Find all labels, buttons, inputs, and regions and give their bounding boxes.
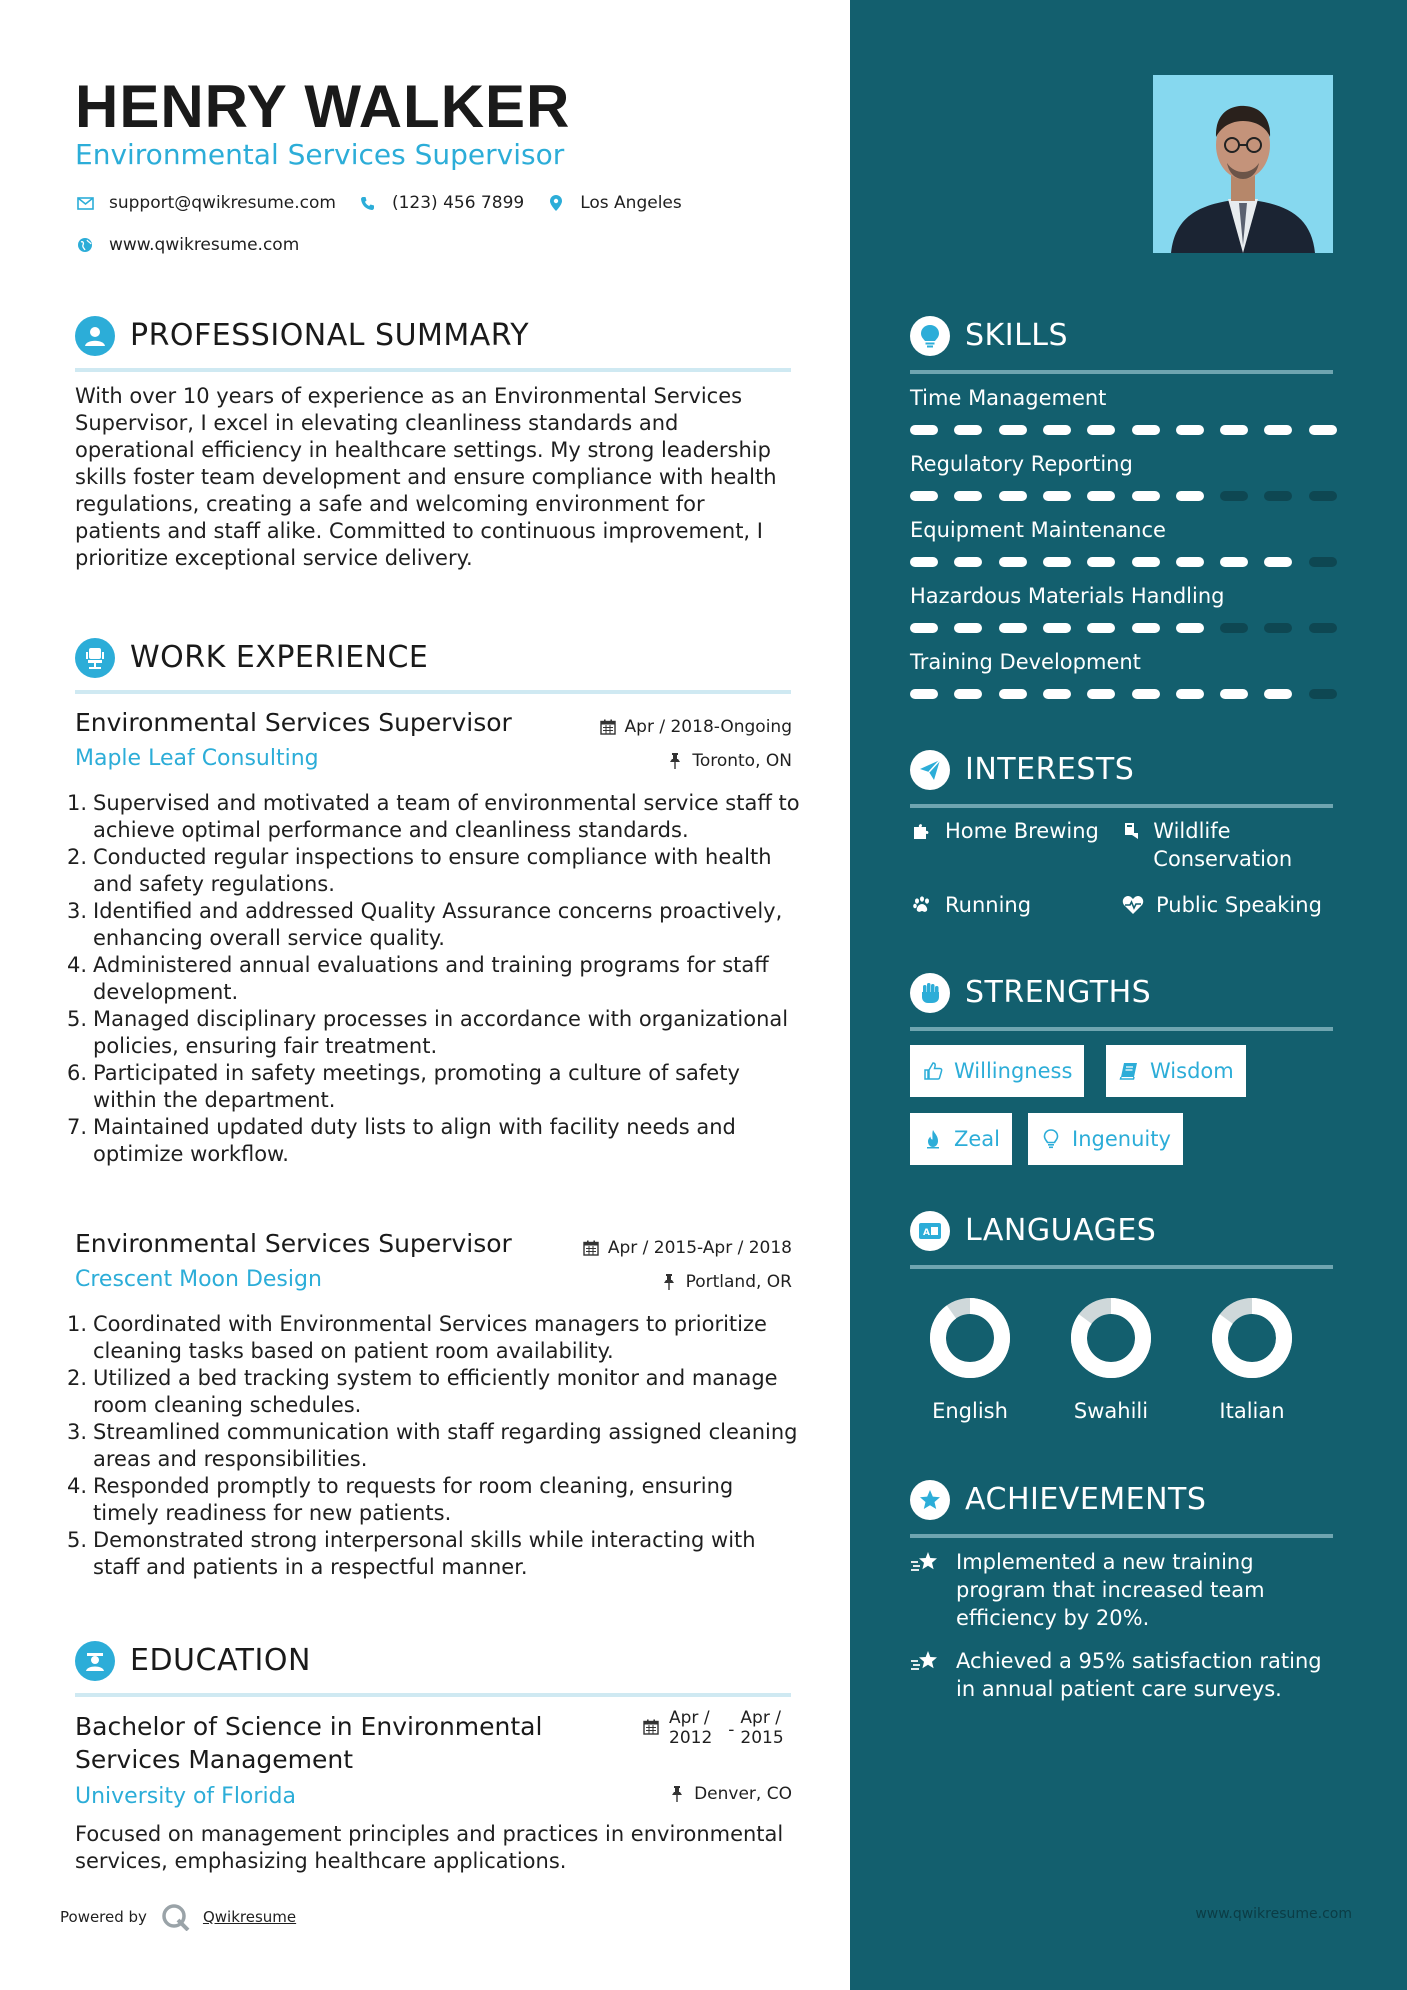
job-dates bbox=[582, 1238, 792, 1258]
list-item: 1. Coordinated with Environmental Services managers to prioritize cleaning tasks based on patient room availability. bbox=[67, 1312, 767, 1363]
skill-segment bbox=[999, 689, 1027, 699]
education-title: EDUCATION bbox=[130, 1643, 311, 1678]
list-item: 5. Demonstrated strong interpersonal skills while interacting with staff and patients in a respectful manner. bbox=[67, 1528, 756, 1579]
skill-segment bbox=[1132, 557, 1160, 567]
interest-item: Home Brewing bbox=[910, 817, 1099, 845]
calendar-icon bbox=[643, 1719, 661, 1737]
skill-segment bbox=[1220, 557, 1248, 567]
skill-segment bbox=[1087, 689, 1115, 699]
job-bullets bbox=[67, 1311, 802, 1581]
pushpin-icon bbox=[666, 752, 684, 770]
envelope-icon bbox=[75, 193, 95, 213]
skill-segment bbox=[1309, 557, 1337, 567]
skill-segment bbox=[1132, 623, 1160, 633]
education-description: Focused on management principles and practices in environmental services, emphasizing healthcare applications. bbox=[75, 1822, 784, 1873]
skill-segment bbox=[1043, 557, 1071, 567]
summary-title: PROFESSIONAL SUMMARY bbox=[130, 318, 530, 353]
candidate-name: HENRY WALKER bbox=[75, 73, 571, 140]
school-name: University of Florida bbox=[75, 1784, 296, 1809]
puzzle-icon bbox=[910, 819, 934, 843]
skill-segment bbox=[1264, 689, 1292, 699]
interests-heading bbox=[910, 750, 1333, 808]
office-chair-icon bbox=[75, 638, 115, 678]
experience-heading bbox=[75, 638, 791, 694]
svg-text:A: A bbox=[923, 1228, 930, 1238]
achievements-heading bbox=[910, 1480, 1333, 1538]
calendar-icon bbox=[582, 1239, 600, 1257]
language-name: Italian bbox=[1219, 1399, 1285, 1423]
achievement-item: Achieved a 95% satisfaction rating in annual patient care surveys. bbox=[910, 1647, 1340, 1703]
education-location bbox=[668, 1784, 792, 1804]
skill-segment bbox=[1220, 491, 1248, 501]
job-location-text: Toronto, ON bbox=[692, 751, 792, 771]
job-location bbox=[660, 1272, 792, 1292]
education-heading bbox=[75, 1641, 791, 1697]
job-location bbox=[666, 751, 792, 771]
skill-segment bbox=[1043, 425, 1071, 435]
list-item: 3. Identified and addressed Quality Assurance concerns proactively, enhancing overall service quality. bbox=[67, 899, 783, 950]
skill-segment bbox=[910, 623, 938, 633]
skill-segment bbox=[1132, 689, 1160, 699]
heartbeat-icon bbox=[1121, 893, 1145, 917]
contact-row-1 bbox=[75, 193, 704, 213]
job-company: Crescent Moon Design bbox=[75, 1267, 322, 1292]
skill-segment bbox=[1176, 623, 1204, 633]
job-title: Environmental Services Supervisor bbox=[75, 1229, 512, 1258]
skill-segment bbox=[1220, 425, 1248, 435]
skill-segment bbox=[1220, 623, 1248, 633]
skill-bar bbox=[910, 491, 1333, 501]
interests-title: INTERESTS bbox=[965, 752, 1135, 787]
skill-segment bbox=[954, 425, 982, 435]
job-company: Maple Leaf Consulting bbox=[75, 746, 319, 771]
contact-row-2 bbox=[75, 235, 321, 255]
list-item: 4. Administered annual evaluations and training programs for staff development. bbox=[67, 953, 769, 1004]
skill-segment bbox=[910, 425, 938, 435]
list-item: 1. Supervised and motivated a team of environmental service staff to achieve optimal performance and cleanliness standards. bbox=[67, 791, 800, 842]
powered-by bbox=[60, 1903, 296, 1931]
list-item: 2. Utilized a bed tracking system to efficiently monitor and manage room cleaning schedules. bbox=[67, 1366, 778, 1417]
thumbs-up-icon bbox=[922, 1060, 944, 1082]
pushpin-icon bbox=[660, 1273, 678, 1291]
paper-plane-icon bbox=[910, 750, 950, 790]
skill-segment bbox=[954, 557, 982, 567]
skill-bar bbox=[910, 557, 1333, 567]
skill-segment bbox=[999, 425, 1027, 435]
job-bullets bbox=[67, 790, 802, 1168]
education-dates bbox=[643, 1708, 784, 1748]
end-date: Apr / 2015 bbox=[740, 1708, 784, 1748]
job-location-text: Portland, OR bbox=[685, 1272, 792, 1292]
skill-segment bbox=[1264, 491, 1292, 501]
fire-icon bbox=[922, 1128, 944, 1150]
languages-title: LANGUAGES bbox=[965, 1213, 1157, 1248]
skill-segment bbox=[1087, 491, 1115, 501]
skill-segment bbox=[954, 689, 982, 699]
skill-segment bbox=[1309, 491, 1337, 501]
skill-segment bbox=[954, 491, 982, 501]
strengths-heading bbox=[910, 973, 1333, 1031]
qwikresume-link[interactable]: Qwikresume bbox=[202, 1908, 297, 1926]
language-ring bbox=[1068, 1295, 1154, 1381]
profile-photo bbox=[1153, 75, 1333, 253]
skill-name: Equipment Maintenance bbox=[910, 518, 1166, 542]
achievements-title: ACHIEVEMENTS bbox=[965, 1482, 1207, 1517]
skill-segment bbox=[910, 491, 938, 501]
skills-heading bbox=[910, 316, 1333, 374]
job-dates bbox=[599, 717, 792, 737]
skill-segment bbox=[1132, 425, 1160, 435]
skill-bar bbox=[910, 425, 1333, 435]
book-icon bbox=[1118, 1060, 1140, 1082]
skill-name: Training Development bbox=[910, 650, 1141, 674]
start-date: Apr / 2012 bbox=[669, 1708, 713, 1748]
skill-name: Regulatory Reporting bbox=[910, 452, 1133, 476]
date-separator: - bbox=[728, 1720, 735, 1740]
achievement-item: Implemented a new training program that increased team efficiency by 20%. bbox=[910, 1548, 1340, 1632]
star-badge-icon bbox=[910, 1480, 950, 1520]
job-dates-text: Apr / 2015-Apr / 2018 bbox=[607, 1238, 792, 1258]
qwikresume-logo-icon bbox=[161, 1903, 191, 1931]
powered-by-label: Powered by bbox=[60, 1908, 147, 1926]
skill-segment bbox=[999, 623, 1027, 633]
skill-segment bbox=[1220, 689, 1248, 699]
skills-title: SKILLS bbox=[965, 318, 1069, 353]
language-name: Swahili bbox=[1073, 1399, 1149, 1423]
dove-icon bbox=[1121, 819, 1142, 843]
skill-segment bbox=[999, 491, 1027, 501]
user-icon bbox=[75, 316, 115, 356]
list-item: 4. Responded promptly to requests for room cleaning, ensuring timely readiness for new patients. bbox=[67, 1474, 734, 1525]
skill-segment bbox=[1264, 557, 1292, 567]
skill-segment bbox=[954, 623, 982, 633]
strength-tag: Zeal bbox=[910, 1113, 1012, 1165]
candidate-title: Environmental Services Supervisor bbox=[75, 138, 565, 171]
website-text[interactable]: www.qwikresume.com bbox=[109, 235, 300, 255]
paw-icon bbox=[910, 893, 934, 917]
skill-bar bbox=[910, 623, 1333, 633]
skill-segment bbox=[999, 557, 1027, 567]
phone-icon bbox=[358, 193, 378, 213]
language-ring bbox=[927, 1295, 1013, 1381]
skill-segment bbox=[1043, 623, 1071, 633]
language-name: English bbox=[932, 1399, 1008, 1423]
footer-url[interactable]: www.qwikresume.com bbox=[1195, 1906, 1352, 1922]
list-item: 6. Participated in safety meetings, promoting a culture of safety within the department. bbox=[67, 1061, 740, 1112]
skill-name: Time Management bbox=[910, 386, 1107, 410]
fist-icon bbox=[910, 973, 950, 1013]
skill-segment bbox=[1176, 491, 1204, 501]
list-item: 3. Streamlined communication with staff regarding assigned cleaning areas and responsibilities. bbox=[67, 1420, 798, 1471]
languages-heading bbox=[910, 1211, 1333, 1269]
job-dates-text: Apr / 2018-Ongoing bbox=[624, 717, 792, 737]
skill-segment bbox=[1176, 425, 1204, 435]
shooting-star-icon bbox=[910, 1647, 940, 1677]
skill-segment bbox=[1043, 491, 1071, 501]
experience-title: WORK EXPERIENCE bbox=[130, 640, 429, 675]
calendar-icon bbox=[599, 718, 617, 736]
map-pin-icon bbox=[546, 193, 566, 213]
language-ring bbox=[1209, 1295, 1295, 1381]
education-location-text: Denver, CO bbox=[694, 1784, 792, 1804]
summary-text: With over 10 years of experience as an Environmental Services Supervisor, I excel in elevating cleanliness standards and operational efficiency in healthcare settings. My strong leadership skills foster team development and ensure compliance with health regulations, creating a safe and welcoming environment for patients and staff alike. Committed to continuous improvement, I prioritize exceptional service delivery. bbox=[75, 384, 777, 570]
skill-segment bbox=[1309, 689, 1337, 699]
skill-segment bbox=[1264, 623, 1292, 633]
skill-segment bbox=[1132, 491, 1160, 501]
language-item bbox=[910, 1295, 1030, 1423]
skill-segment bbox=[1309, 623, 1337, 633]
globe-icon bbox=[75, 235, 95, 255]
skill-segment bbox=[1087, 425, 1115, 435]
skill-bar bbox=[910, 689, 1333, 699]
skill-segment bbox=[1087, 557, 1115, 567]
strength-tag: Wisdom bbox=[1106, 1045, 1246, 1097]
language-item bbox=[1192, 1295, 1312, 1423]
skill-segment bbox=[1309, 425, 1337, 435]
list-item: 7. Maintained updated duty lists to align with facility needs and optimize workflow. bbox=[67, 1115, 736, 1166]
strength-tag: Willingness bbox=[910, 1045, 1084, 1097]
language-item bbox=[1051, 1295, 1171, 1423]
phone-text[interactable]: (123) 456 7899 bbox=[391, 193, 525, 213]
interest-item: Running bbox=[910, 891, 1031, 919]
degree-title: Bachelor of Science in Environmental Services Management bbox=[75, 1712, 543, 1774]
skill-segment bbox=[1176, 557, 1204, 567]
pushpin-icon bbox=[668, 1785, 686, 1803]
list-item: 5. Managed disciplinary processes in accordance with organizational policies, ensuring fair treatment. bbox=[67, 1007, 789, 1058]
skill-segment bbox=[1264, 425, 1292, 435]
strength-tag: Ingenuity bbox=[1028, 1113, 1183, 1165]
skill-segment bbox=[910, 689, 938, 699]
interest-item: Wildlife Conservation bbox=[1121, 817, 1351, 873]
interest-item: Public Speaking bbox=[1121, 891, 1322, 919]
email-text[interactable]: support@qwikresume.com bbox=[109, 193, 336, 213]
list-item: 2. Conducted regular inspections to ensure compliance with health and safety regulations. bbox=[67, 845, 772, 896]
skill-segment bbox=[910, 557, 938, 567]
shooting-star-icon bbox=[910, 1548, 940, 1578]
strengths-title: STRENGTHS bbox=[965, 975, 1152, 1010]
location-text: Los Angeles bbox=[580, 193, 682, 213]
skill-segment bbox=[1043, 689, 1071, 699]
job-title: Environmental Services Supervisor bbox=[75, 708, 512, 737]
summary-heading bbox=[75, 316, 791, 372]
language-ring-fill bbox=[938, 1306, 1002, 1370]
skill-segment bbox=[1087, 623, 1115, 633]
skill-segment bbox=[1176, 689, 1204, 699]
lightbulb-outline-icon bbox=[1040, 1128, 1062, 1150]
graduate-icon bbox=[75, 1641, 115, 1681]
language-card-icon bbox=[910, 1211, 950, 1251]
lightbulb-icon bbox=[910, 316, 950, 356]
skill-name: Hazardous Materials Handling bbox=[910, 584, 1225, 608]
